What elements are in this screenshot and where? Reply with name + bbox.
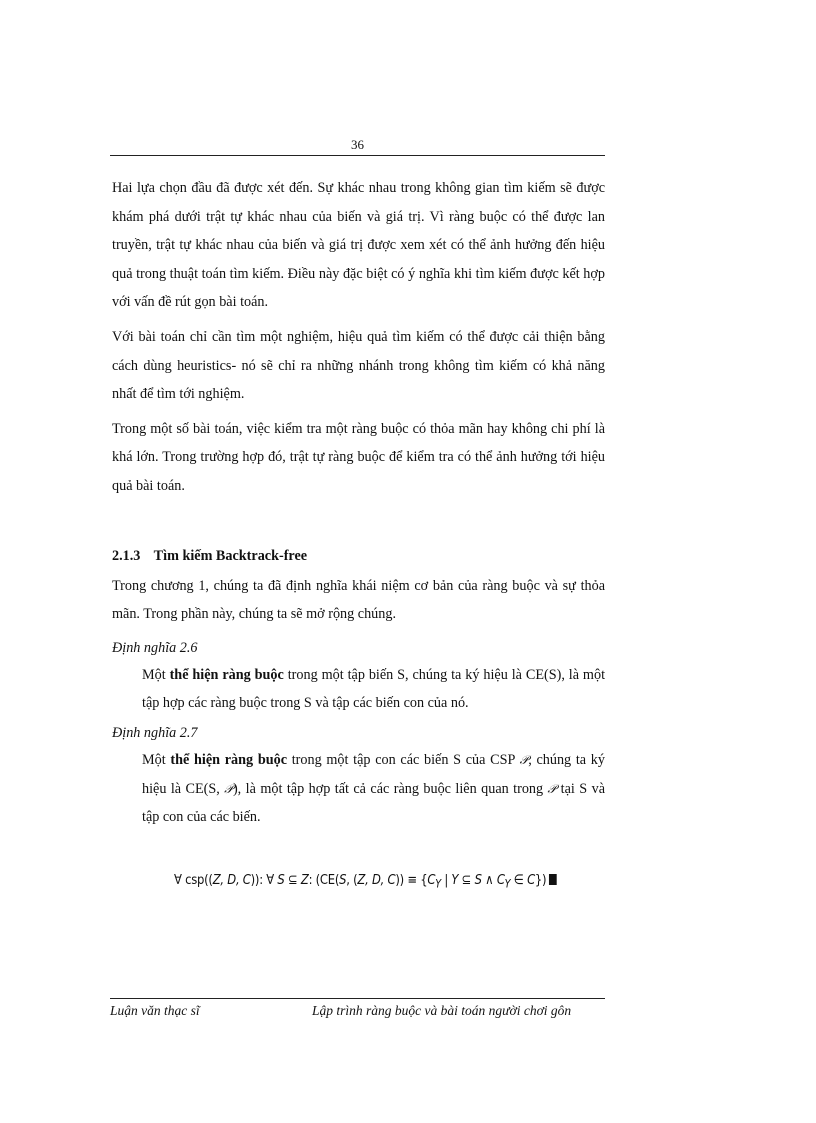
def-text-part: , chúng ta ký hiệu là CE(S, [142,751,605,797]
page-content [112,174,605,832]
formula-part: Z, D, C [357,872,396,888]
qed-square-icon [549,874,557,885]
formula-part: Y [504,877,511,891]
formula-part: ⊆ [284,872,301,888]
definition-2-7-title: Định nghĩa 2.7 [112,724,198,741]
paragraph-3: Trong một số bài toán, việc kiểm tra một ràng buộc có thỏa mãn hay không chi phí là khá lớn. Trong trường hợp đó, trật tự ràng buộc để kiểm tra có thể ảnh hưởng tới hiệu quả bài toán. [112,420,605,494]
formula-part: Z [300,872,309,888]
paragraph-2: Với bài toán chỉ cần tìm một nghiệm, hiệu quả tìm kiếm có thể được cải thiện bằng cách dùng heuristics- nó sẽ chỉ ra những nhánh trong không tìm kiếm có khả năng nhất để tìm tới nghiệm. [112,328,605,403]
definition-2-7-body [142,746,605,832]
formula-part: S [474,872,482,888]
definition-2-7-text [142,746,605,832]
def-term: thể hiện ràng buộc [169,666,284,683]
formula-part: | [440,872,452,888]
formula-part: C [496,872,505,888]
footer-rule [110,998,605,999]
formula-part: Y [435,877,441,891]
formula-part: }) [534,872,547,888]
formula-part: C [527,872,535,888]
def-text-part: tại S và tập con của các biến. [142,780,605,826]
formula-part: Z, D, C [212,872,251,888]
def-text-start: Một [142,666,170,683]
footer-right: Lập trình ràng buộc và bài toán người chơi gôn [312,1003,572,1018]
formula-part: ∀ csp(( [174,872,213,888]
header-rule [110,155,605,156]
csp-symbol: 𝒫 [547,781,557,796]
page-number: 36 [351,137,364,152]
definition-2-6-text [142,661,605,718]
def-text-start: Một [142,751,171,768]
formula-part: S [277,872,285,888]
def-text-part: trong một tập con các biến S của CSP [287,751,520,768]
def-term: thể hiện ràng buộc [170,751,287,768]
formula-part: ∈ [510,872,528,888]
definition-2-6-body [142,661,605,718]
section-title: Tìm kiếm Backtrack-free [153,547,308,564]
formula-part: , ( [346,872,358,888]
formula-part: Y [451,872,459,888]
paragraph-1: Hai lựa chọn đầu đã được xét đến. Sự khác nhau trong không gian tìm kiếm sẽ được khám phá dưới trật tự khác nhau của biến và giá trị. Vì ràng buộc có thể được lan truyền, trật tự khác nhau của biến và giá trị được xem xét có thể ảnh hưởng đến hiệu quả trong thuật toán tìm kiếm. Điều này đặc biệt có ý nghĩa khi tìm kiếm được kết hợp với vấn đề rút gọn bài toán. [112,180,605,311]
formula-part: )) ≡ { [395,872,428,888]
def-text-part: ), là một tập hợp tất cả các ràng buộc liên quan trong [232,780,548,797]
formula-part: : (CE( [308,872,340,888]
def-text-end: trong một tập biến S, chúng ta ký hiệu là CE(S), là một tập hợp các ràng buộc trong S và tập các biến con của nó. [142,666,606,712]
csp-symbol: 𝒫 [519,752,529,767]
formula-part: C [427,872,436,888]
csp-symbol: 𝒫 [224,781,233,796]
footer-left: Luận văn thạc sĩ [110,1003,200,1018]
formula-part: ⊆ [458,872,475,888]
formula-part: ∧ [481,872,497,888]
section-intro: Trong chương 1, chúng ta đã định nghĩa khái niệm cơ bản của ràng buộc và sự thỏa mãn. Trong phần này, chúng ta sẽ mở rộng chúng. [112,577,605,623]
section-number: 2.1.3 [112,547,141,564]
formula [174,872,557,891]
formula-part: S [339,872,347,888]
formula-part: )): ∀ [250,872,278,888]
definition-2-6-title: Định nghĩa 2.6 [112,639,198,656]
section-heading [112,544,605,568]
